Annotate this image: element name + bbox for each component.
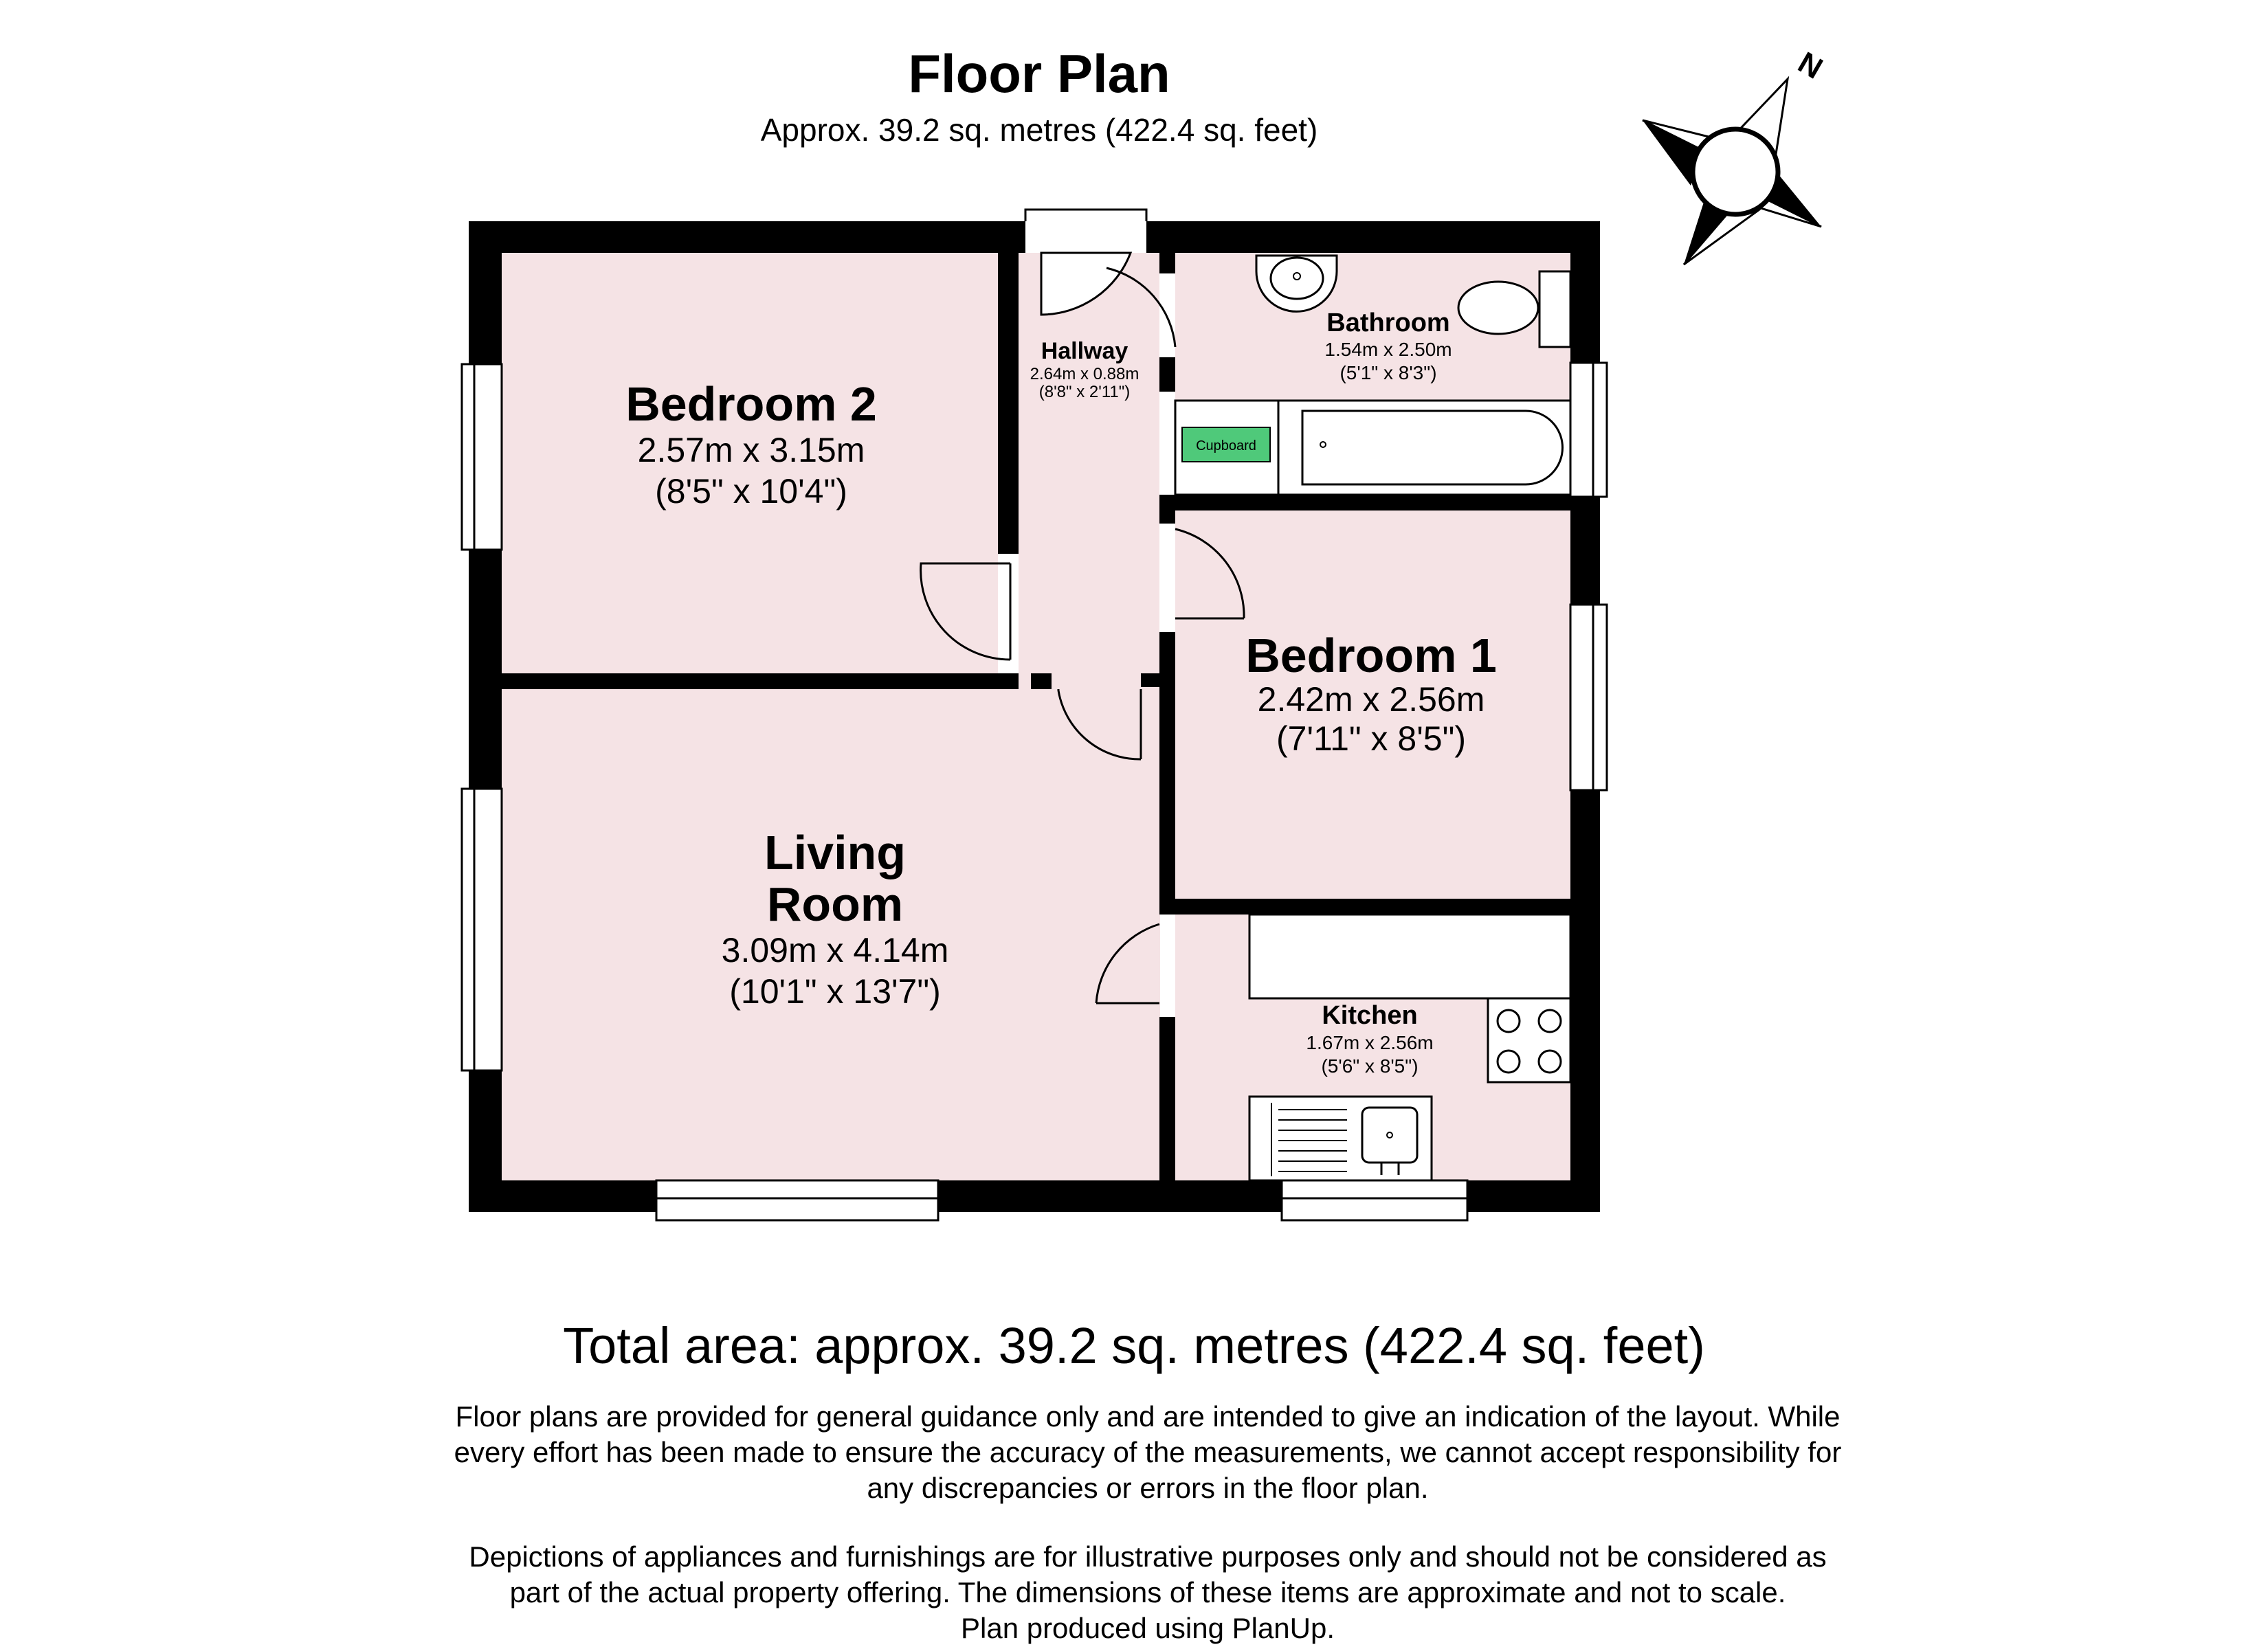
bedroom1-metric: 2.42m x 2.56m xyxy=(1257,680,1485,719)
living-room-imperial: (10'1" x 13'7") xyxy=(729,972,941,1011)
plan-title: Floor Plan xyxy=(908,43,1170,104)
living-room-name-line1: Living xyxy=(764,826,907,879)
hallway-imperial: (8'8" x 2'11") xyxy=(1038,383,1131,401)
kitchen-name: Kitchen xyxy=(1322,1001,1418,1030)
north-label: N xyxy=(1792,45,1829,86)
disclaimer-line: Depictions of appliances and furnishings are for illustrative purposes only and should not be considered as xyxy=(469,1540,1827,1573)
toilet-cistern-icon xyxy=(1539,271,1570,347)
bedroom2-imperial: (8'5" x 10'4") xyxy=(655,472,847,511)
hallway-name: Hallway xyxy=(1041,338,1129,364)
hallway-metric: 2.64m x 0.88m xyxy=(1030,365,1139,383)
cupboard-label: Cupboard xyxy=(1196,438,1256,453)
bathroom-metric: 1.54m x 2.50m xyxy=(1324,339,1452,360)
toilet-icon xyxy=(1458,282,1538,334)
kitchen-metric: 1.67m x 2.56m xyxy=(1306,1032,1434,1053)
plan-credit: Plan produced using PlanUp. xyxy=(960,1612,1335,1644)
bedroom1-imperial: (7'11" x 8'5") xyxy=(1276,719,1467,758)
disclaimer-line: part of the actual property offering. The dimensions of these items are approximate and not to scale. xyxy=(509,1576,1786,1608)
bedroom2-metric: 2.57m x 3.15m xyxy=(637,431,865,469)
kitchen-imperial: (5'6" x 8'5") xyxy=(1321,1055,1419,1077)
disclaimer-line: any discrepancies or errors in the floor plan. xyxy=(867,1472,1429,1504)
disclaimer-line: every effort has been made to ensure the accuracy of the measurements, we cannot accept responsibility for xyxy=(454,1436,1842,1468)
living-room-name-line2: Room xyxy=(766,877,904,931)
bedroom1-name: Bedroom 1 xyxy=(1245,629,1497,682)
bedroom2-name: Bedroom 2 xyxy=(625,377,877,431)
kitchen-worktop-top xyxy=(1249,915,1570,998)
disclaimer-line: Floor plans are provided for general guidance only and are intended to give an indication of the layout. While xyxy=(455,1400,1841,1433)
bathroom-imperial: (5'1" x 8'3") xyxy=(1339,362,1437,383)
plan-subtitle: Approx. 39.2 sq. metres (422.4 sq. feet) xyxy=(760,112,1318,148)
bathroom-name: Bathroom xyxy=(1326,309,1450,337)
compass-rose-icon xyxy=(1643,45,1828,265)
living-room-metric: 3.09m x 4.14m xyxy=(721,931,949,969)
total-area: Total area: approx. 39.2 sq. metres (422.4 sq. feet) xyxy=(563,1317,1705,1374)
